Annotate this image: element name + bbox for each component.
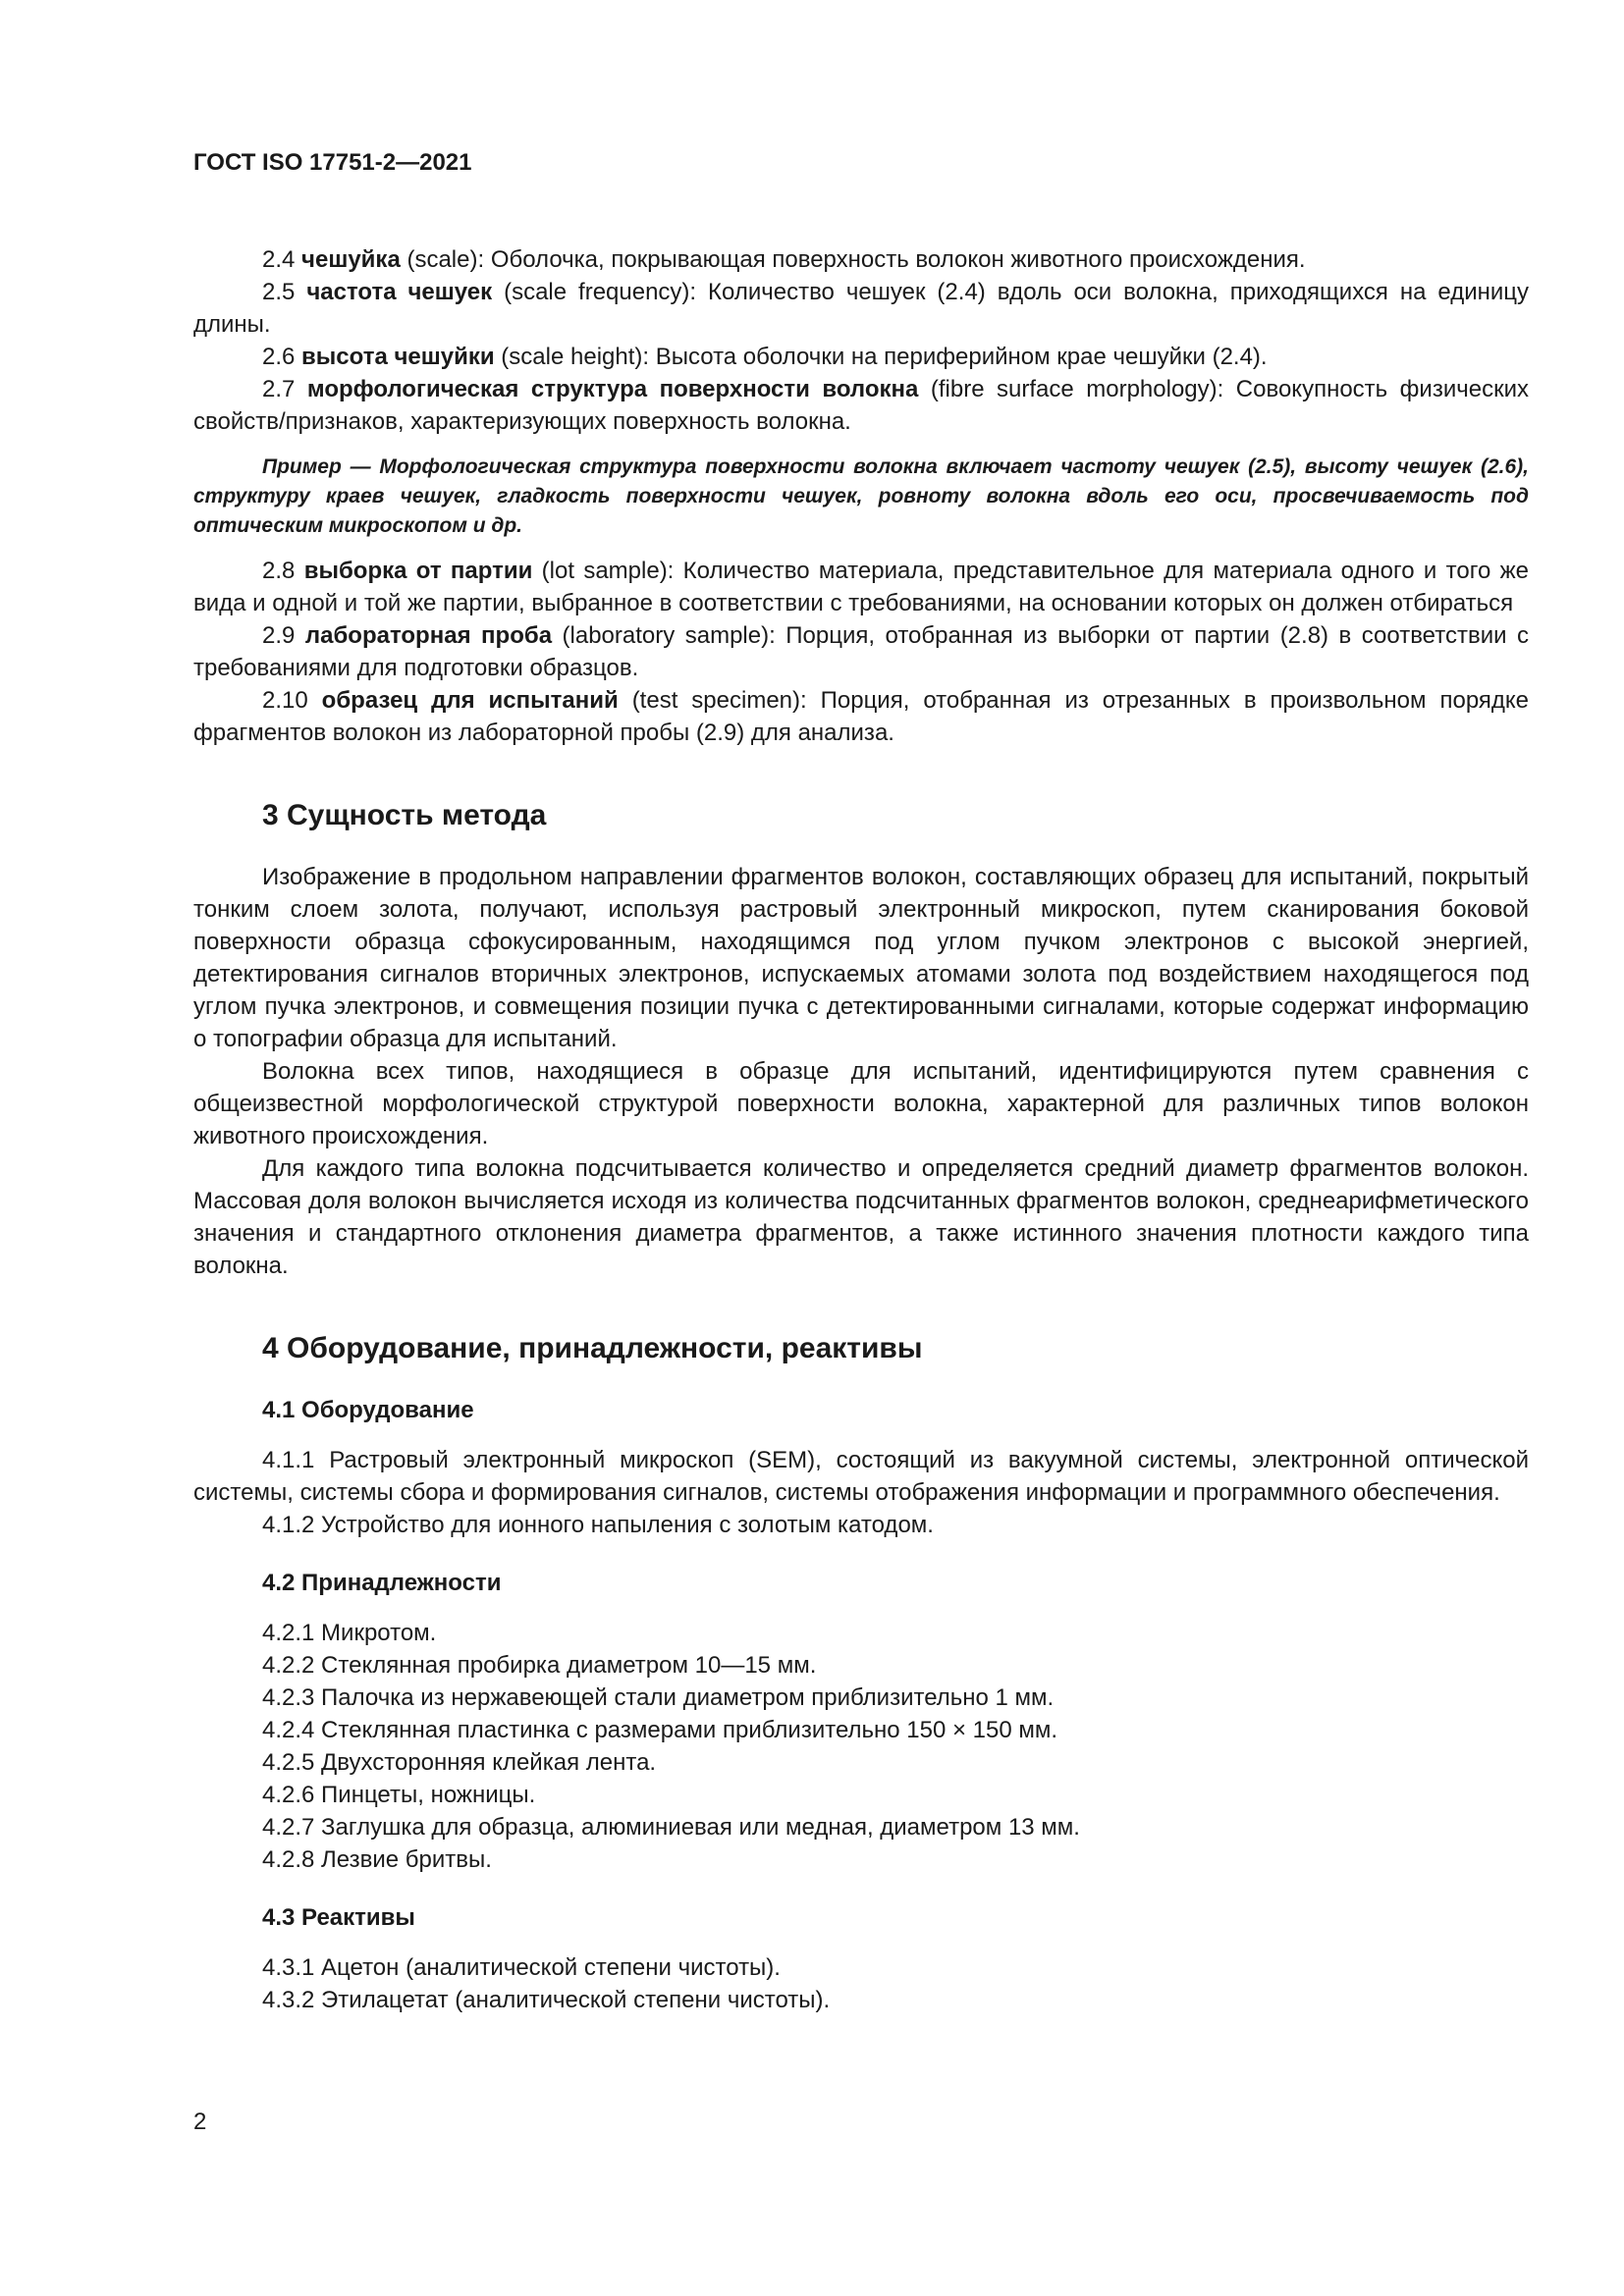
- definition-2-5: 2.5 частота чешуек (scale frequency): Количество чешуек (2.4) вдоль оси волокна, приходящихся на единицу длины.: [193, 279, 1530, 338]
- section-3-heading: 3 Сущность метода: [262, 799, 547, 831]
- section-3-paragraph: Изображение в продольном направлении фрагментов волокон, составляющих образец для испытаний, покрытый тонким слоем золота, получают, используя растровый электронный микроскоп, путем сканирования боковой поверхности образца сфокусированным, находящимся под углом пучком электронов с высокой энергией, детектирования сигналов вторичных электронов, испускаемых атомами золота под воздействием находящегося под углом пучка электронов, и совмещения позиции пучка с детектированными сигналами, которые содержат информацию о топографии образца для испытаний.: [193, 864, 1529, 1052]
- list-item: 4.2.6 Пинцеты, ножницы.: [262, 1782, 536, 1808]
- definition-2-7: 2.7 морфологическая структура поверхности волокна (fibre surface morphology): Совокупность физических свойств/признаков, характеризующих поверхность волокна.: [193, 376, 1529, 435]
- definition-2-4: 2.4 чешуйка (scale): Оболочка, покрывающая поверхность волокон животного происхождения.: [262, 246, 1306, 273]
- section-4-heading: 4 Оборудование, принадлежности, реактивы: [262, 1332, 923, 1364]
- definition-2-6: 2.6 высота чешуйки (scale height): Высота оболочки на периферийном крае чешуйки (2.4).: [262, 344, 1268, 370]
- list-item: 4.2.5 Двухсторонняя клейкая лента.: [262, 1749, 657, 1776]
- document-page: [193, 149, 1529, 2016]
- list-item: 4.2.4 Стеклянная пластинка с размерами приблизительно 150 × 150 мм.: [262, 1717, 1058, 1743]
- item-4-1-2: 4.1.2 Устройство для ионного напыления с золотым катодом.: [262, 1512, 934, 1538]
- definition-2-8: 2.8 выборка от партии (lot sample): Количество материала, представительное для материала одного и того же вида и одной и той же партии, выбранное в соответствии с требованиями, на основании которых он должен отбираться: [193, 558, 1530, 616]
- list-item: 4.2.7 Заглушка для образца, алюминиевая или медная, диаметром 13 мм.: [262, 1814, 1080, 1841]
- running-header: ГОСТ ISO 17751-2—2021: [193, 149, 472, 176]
- list-item: 4.2.8 Лезвие бритвы.: [262, 1846, 492, 1873]
- subsection-4-3-heading: 4.3 Реактивы: [262, 1904, 415, 1931]
- example-note: Пример — Морфологическая структура поверхности волокна включает частоту чешуек (2.5), высоту чешуек (2.6), структуру краев чешуек, гладкость поверхности чешуек, ровноту волокна вдоль его оси, просвечиваемость под оптическим микроскопом и др.: [193, 455, 1529, 537]
- definition-2-9: 2.9 лабораторная проба (laboratory sample): Порция, отобранная из выборки от партии (2.8) в соответствии с требованиями для подготовки образцов.: [193, 622, 1529, 681]
- list-item: 4.3.2 Этилацетат (аналитической степени чистоты).: [262, 1987, 831, 2013]
- list-item: 4.3.1 Ацетон (аналитической степени чистоты).: [262, 1954, 781, 1981]
- list-item: 4.2.2 Стеклянная пробирка диаметром 10—15 мм.: [262, 1652, 817, 1679]
- page-number: 2: [193, 2109, 207, 2135]
- item-4-1-1: 4.1.1 Растровый электронный микроскоп (SEM), состоящий из вакуумной системы, электронной оптической системы, системы сбора и формирования сигналов, системы отображения информации и программного обеспечения.: [193, 1447, 1529, 1506]
- section-3-paragraph: Для каждого типа волокна подсчитывается количество и определяется средний диаметр фрагментов волокон. Массовая доля волокон вычисляется исходя из количества подсчитанных фрагментов волокон, среднеарифметического значения и стандартного отклонения диаметра фрагментов, а также истинного значения плотности каждого типа волокна.: [193, 1155, 1529, 1279]
- list-item: 4.2.3 Палочка из нержавеющей стали диаметром приблизительно 1 мм.: [262, 1684, 1055, 1711]
- definition-2-10: 2.10 образец для испытаний (test specimen): Порция, отобранная из отрезанных в произвольном порядке фрагментов волокон из лабораторной пробы (2.9) для анализа.: [193, 687, 1530, 746]
- subsection-4-2-heading: 4.2 Принадлежности: [262, 1570, 502, 1596]
- section-3-paragraph: Волокна всех типов, находящиеся в образце для испытаний, идентифицируются путем сравнения с общеизвестной морфологической структурой поверхности волокна, характерной для различных типов волокон животного происхождения.: [193, 1058, 1529, 1149]
- list-item: 4.2.1 Микротом.: [262, 1620, 437, 1646]
- subsection-4-1-heading: 4.1 Оборудование: [262, 1397, 474, 1423]
